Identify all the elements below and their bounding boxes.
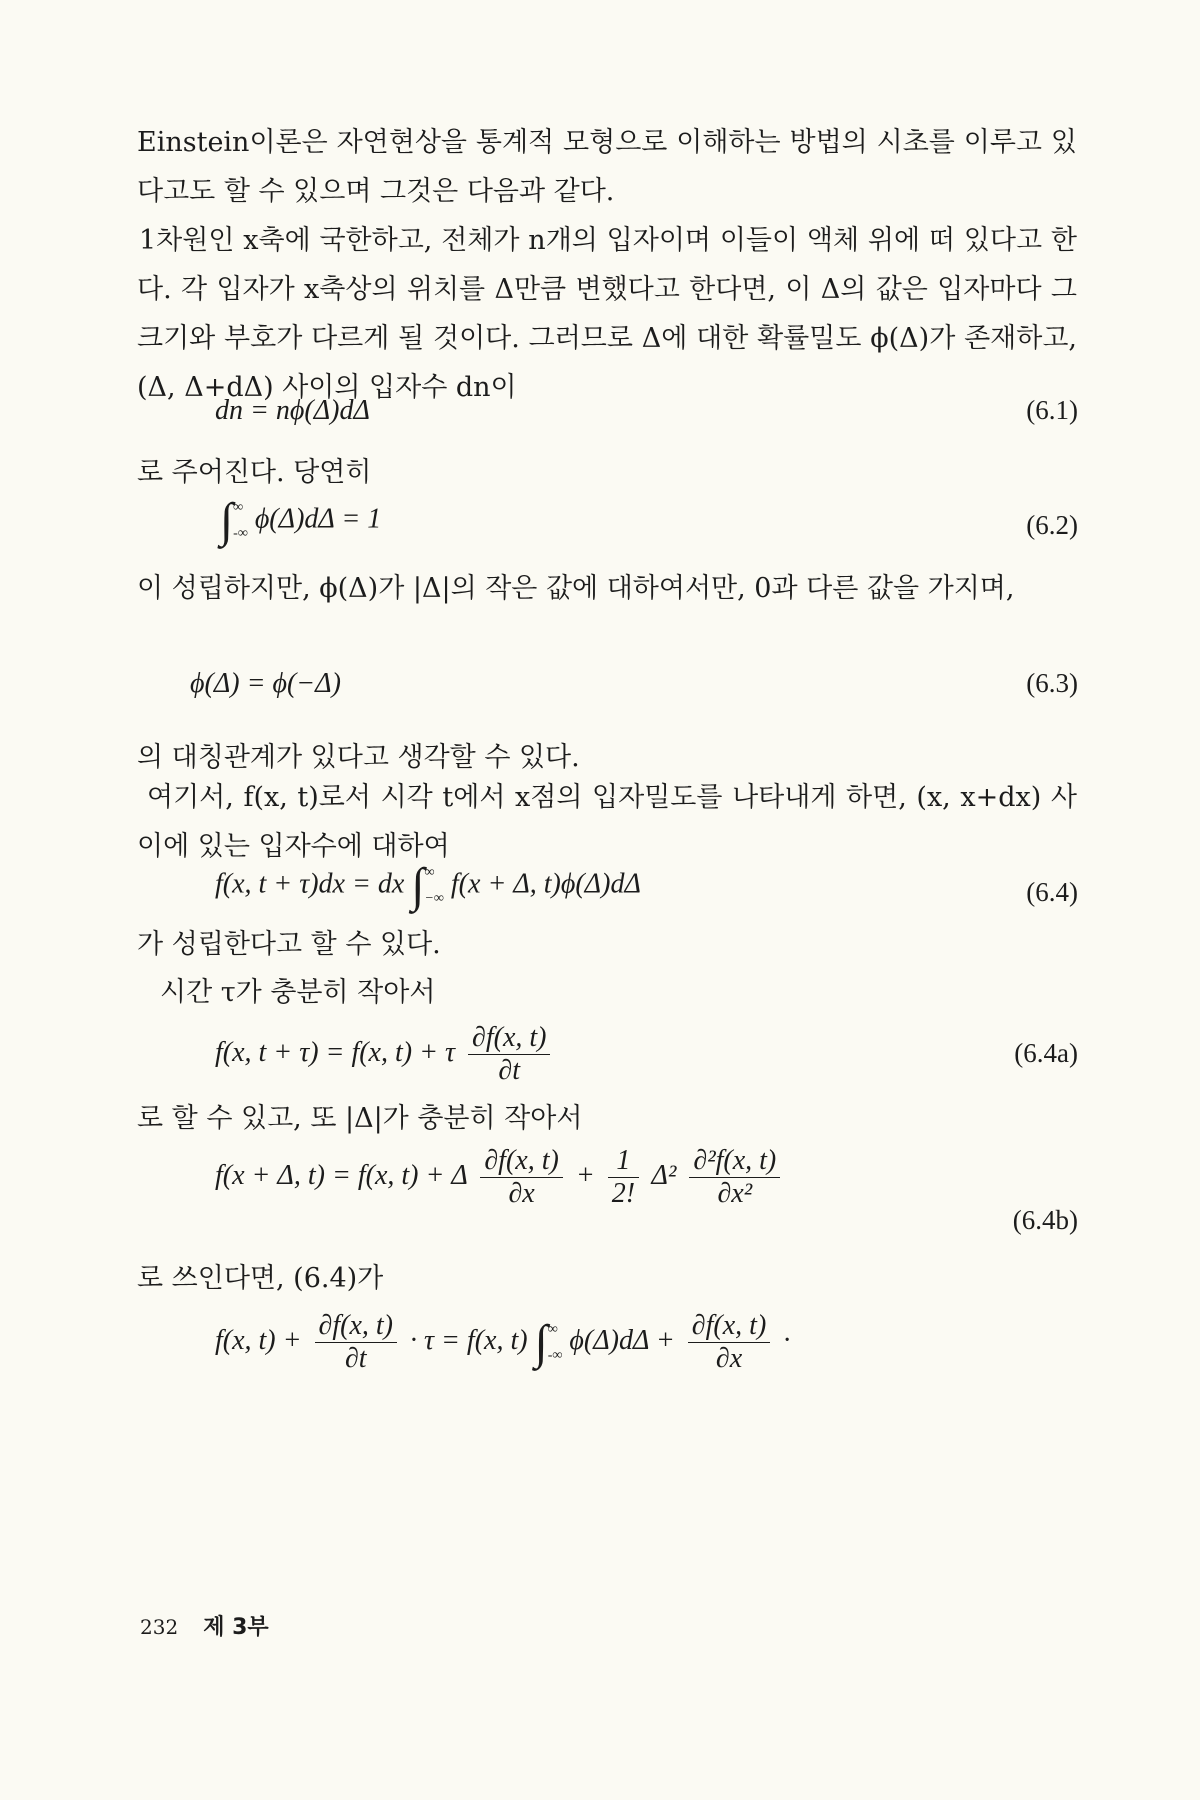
fraction-partial-t	[468, 1022, 550, 1087]
fraction-numerator: ∂²f(x, t)	[689, 1145, 780, 1178]
fraction-one-half-factorial	[608, 1145, 639, 1210]
integral-sign: ∫	[534, 1315, 548, 1369]
fraction-partial-x	[688, 1310, 770, 1375]
fraction-denominator: 2!	[611, 1178, 636, 1209]
fraction-numerator: ∂f(x, t)	[688, 1310, 770, 1343]
lower-limit: -∞	[233, 526, 248, 541]
delta-squared: Δ²	[651, 1159, 677, 1191]
fraction-numerator: ∂f(x, t)	[468, 1022, 550, 1055]
fraction-denominator: ∂t	[344, 1343, 367, 1374]
text-line-holds: 가 성립한다고 할 수 있다.	[137, 929, 441, 960]
equation-middle: · τ = f(x, t)	[410, 1324, 528, 1356]
integral-sign: ∫	[220, 494, 234, 547]
paragraph-density: 여기서, f(x, t)로서 시각 t에서 x점의 입자밀도를 나타내게 하면, (x, x+dx) 사이에 있는 입자수에 대하여	[137, 782, 1077, 862]
text-line-small-delta: 로 할 수 있고, 또 |Δ|가 충분히 작아서	[137, 1103, 583, 1134]
integral-limits	[233, 500, 248, 542]
equation-number-6-4b: (6.4b)	[1012, 1205, 1078, 1235]
equation-body: ϕ(Δ)dΔ = 1	[254, 503, 382, 535]
equation-body: ϕ(Δ)dΔ +	[569, 1324, 675, 1356]
upper-limit: ∞	[233, 500, 244, 515]
upper-limit: ∞	[547, 1321, 558, 1337]
equation-6-4b	[215, 1145, 786, 1210]
part-label: 제 3부	[203, 1615, 269, 1640]
equation-6-3: ϕ(Δ) = ϕ(−Δ)	[190, 668, 341, 699]
equation-6-1: dn = nϕ(Δ)dΔ	[215, 395, 370, 426]
equation-6-2	[220, 494, 382, 547]
paragraph-setup: 1차원인 x축에 국한하고, 전체가 n개의 입자이며 이들이 액체 위에 떠 있다고 한다. 각 입자가 x축상의 위치를 Δ만큼 변했다고 한다면, 이 Δ의 값은 입자마다 그 크기와 부호가 다르게 될 것이다. 그러므로 Δ에 대한 확률밀도 ϕ(Δ)가 존재하고, (Δ, Δ+dΔ) 사이의 입자수 dn이	[137, 225, 1077, 403]
fraction-denominator: ∂t	[498, 1055, 521, 1086]
fraction-denominator: ∂x²	[717, 1178, 753, 1209]
lower-limit: −∞	[424, 891, 444, 906]
plus-sign: +	[575, 1159, 595, 1191]
upper-limit: ∞	[424, 865, 435, 880]
equation-tail: ·	[783, 1324, 791, 1356]
equation-lhs: f(x, t + τ)dx = dx	[215, 868, 405, 900]
equation-number-6-2: (6.2)	[1026, 510, 1078, 540]
integral-sign: ∫	[411, 859, 425, 912]
equation-lhs: f(x + Δ, t) = f(x, t) + Δ	[215, 1159, 468, 1191]
equation-number-6-3: (6.3)	[1026, 668, 1078, 698]
fraction-second-partial-x	[689, 1145, 780, 1210]
equation-number-6-4a: (6.4a)	[1014, 1038, 1078, 1068]
paragraph-condition: 이 성립하지만, ϕ(Δ)가 |Δ|의 작은 값에 대하여서만, 0과 다른 값을 가지며,	[137, 573, 1015, 604]
text-line-written: 로 쓰인다면, (6.4)가	[137, 1263, 384, 1294]
equation-6-4a	[215, 1022, 556, 1087]
equation-body: f(x + Δ, t)ϕ(Δ)dΔ	[450, 868, 641, 900]
equation-lhs: f(x, t + τ) = f(x, t) + τ	[215, 1036, 455, 1068]
fraction-partial-t	[315, 1310, 397, 1375]
equation-lhs: f(x, t) +	[215, 1324, 302, 1356]
integral-limits	[424, 865, 443, 907]
page-footer	[140, 1610, 269, 1641]
fraction-numerator: 1	[608, 1145, 639, 1178]
lower-limit: -∞	[547, 1347, 563, 1363]
fraction-denominator: ∂x	[508, 1178, 535, 1209]
equation-6-4	[215, 859, 641, 912]
fraction-denominator: ∂x	[715, 1343, 743, 1374]
fraction-numerator: ∂f(x, t)	[480, 1145, 562, 1178]
equation-number-6-4: (6.4)	[1026, 877, 1078, 907]
fraction-numerator: ∂f(x, t)	[315, 1310, 397, 1343]
fraction-partial-x	[480, 1145, 562, 1210]
equation-number-6-1: (6.1)	[1026, 395, 1078, 425]
page-number: 232	[140, 1615, 179, 1639]
text-line-small-tau: 시간 τ가 충분히 작아서	[160, 977, 436, 1008]
text-line-given: 로 주어진다. 당연히	[137, 457, 372, 488]
text-line-symmetry: 의 대칭관계가 있다고 생각할 수 있다.	[137, 742, 580, 773]
equation-substitution	[215, 1310, 790, 1375]
integral-limits	[548, 1322, 563, 1364]
paragraph-intro: Einstein이론은 자연현상을 통계적 모형으로 이해하는 방법의 시초를 이루고 있다고도 할 수 있으며 그것은 다음과 같다.	[137, 127, 1077, 207]
